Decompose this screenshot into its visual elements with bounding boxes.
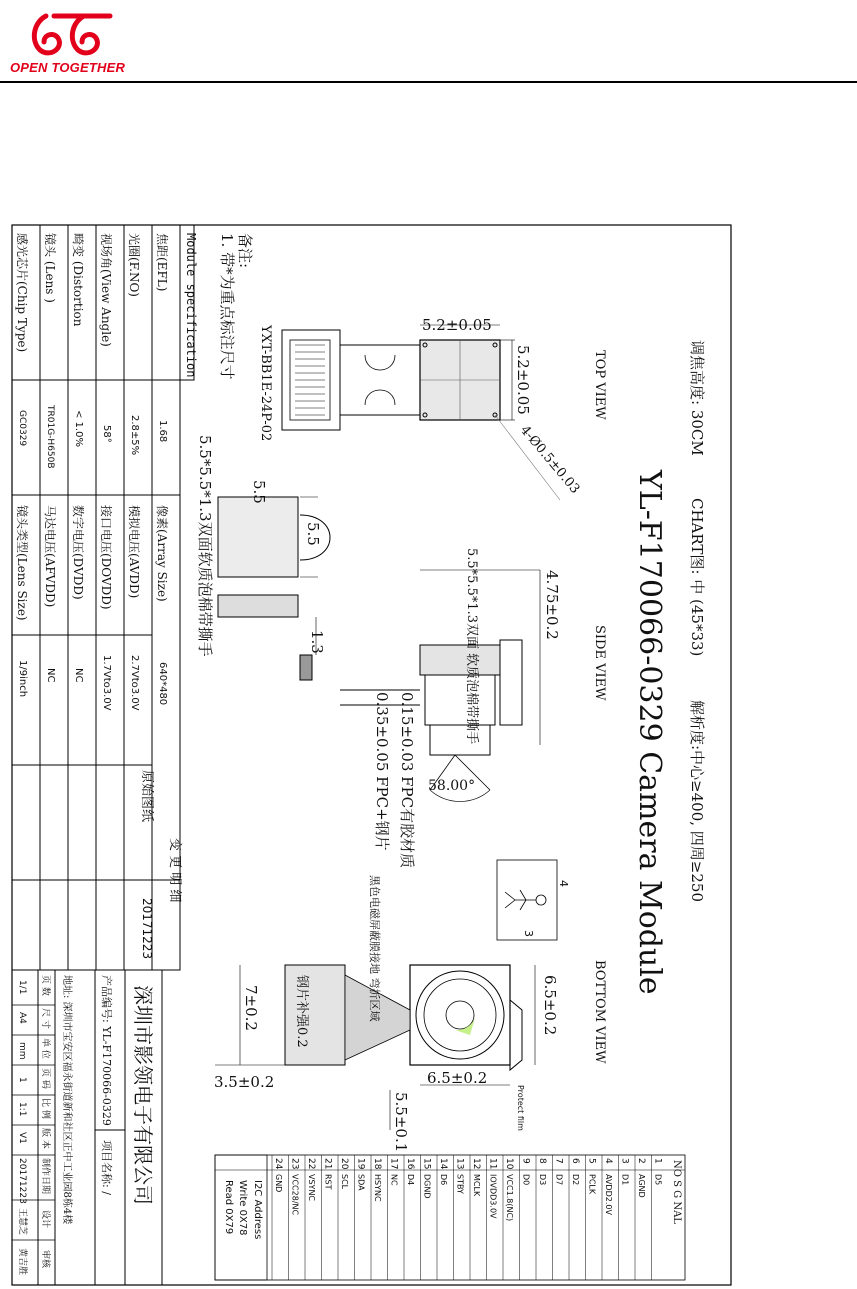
pin-no: 7 (553, 1158, 564, 1164)
pin-name: D6 (439, 1174, 448, 1186)
tb-v-design: 王慧芝 (17, 1208, 27, 1236)
spec-label2-2: 接口电压(DOVDD) (99, 505, 113, 610)
dim-foam-t: 1.3 (308, 630, 326, 654)
dim-fpc2: 0.35±0.05 FPC+钢片 (373, 692, 391, 851)
pin-name: D1 (620, 1174, 630, 1186)
side-view-label: SIDE VIEW (592, 625, 607, 701)
pin-name: D3 (538, 1174, 547, 1186)
protect-film-label: Protect film (516, 1085, 525, 1131)
tb-h-page: 页 数 (40, 975, 50, 996)
tb-v-check: 黄吉胜 (17, 1248, 27, 1276)
pin-name: VCC28/NC (290, 1174, 300, 1216)
pin-no: 14 (438, 1158, 448, 1170)
pin-name: VSYNC (307, 1174, 316, 1202)
dim-fpc1: 0.15±0.03 FPC有胶材质 (398, 692, 416, 869)
pin-no: 12 (471, 1158, 481, 1170)
dim-bottom-height: 6.5±0.2 (541, 975, 559, 1036)
company-name: 深圳市影领电子有限公司 (131, 985, 155, 1205)
tb-v-page: 1/1 (17, 980, 27, 995)
sheet-border (12, 225, 731, 1285)
pin-no: 11 (487, 1158, 498, 1170)
dim-side-height: 4.75±0.2 (543, 570, 561, 640)
pin-no: 9 (520, 1158, 531, 1164)
spec-value2-2: 1.7Vto3.0V (101, 655, 112, 711)
i2c-read: Read 0X79 (223, 1180, 234, 1235)
pin-no: 24 (273, 1158, 283, 1170)
pin-no: 2 (636, 1158, 646, 1164)
pin-name: VCC1.8(NC) (505, 1174, 514, 1222)
spec-value2-3: NC (73, 668, 84, 683)
pin-no: 13 (454, 1158, 465, 1170)
dim-holes: 4-Ø0.5±0.03 (516, 422, 583, 497)
tb-v-date: 20171223 (17, 1158, 27, 1204)
tb-h-size: 尺 寸 (40, 1008, 50, 1029)
spec-label-4: 镜头 (Lens ) (43, 233, 57, 303)
bend-note: 黑色电磁屏蔽膜接地 弯折区域 (368, 875, 381, 1022)
tb-v-scale: 1:1 (17, 1102, 27, 1117)
foam-note: 5.5*5.5*1.3双面软质泡棉带撕手 (196, 435, 214, 657)
pin-name: AVDD2.0V (604, 1174, 613, 1215)
tb-h-design: 设计 (40, 1210, 50, 1229)
top-view-label: TOP VIEW (592, 350, 607, 420)
pin-rows (272, 1155, 663, 1280)
pin-no: 15 (421, 1158, 432, 1170)
spec-value2-0: 640*480 (157, 662, 168, 706)
pin-no: 6 (570, 1158, 580, 1164)
tb-h-check: 审核 (40, 1250, 50, 1269)
pin-no: 22 (306, 1158, 316, 1170)
connector-label: YXT-BB1E-24P-02 (258, 325, 273, 442)
tb-v-version: V1 (17, 1132, 27, 1144)
tb-h-unit: 单 位 (40, 1038, 50, 1059)
pin-name: DGND (422, 1174, 432, 1199)
dim-bottom-width: 6.5±0.2 (427, 1069, 488, 1087)
spec-label-1: 光圈(F.NO) (127, 233, 141, 297)
pin-name: D7 (554, 1174, 564, 1186)
pin-name: SDA (356, 1174, 366, 1191)
spec-label2-1: 模拟电压(AVDD) (127, 505, 141, 599)
spec-label-0: 焦距(EFL) (155, 233, 169, 292)
spec-label-3: 畸变 (Distortion (71, 233, 85, 327)
spec-value2-1: 2.7Vto3.0V (129, 655, 140, 711)
dim-top-height: 5.2±0.05 (514, 345, 532, 415)
pin-name: D0 (521, 1174, 531, 1186)
changes-title: 变 更 明 细 (167, 838, 182, 903)
pin-name: D5 (653, 1174, 663, 1186)
spec-label2-4: 马达电压(AFVDD) (43, 505, 57, 608)
pin-no: 1 (652, 1158, 663, 1164)
spec-value-0: 1.68 (157, 420, 168, 443)
pin-name: HSYNC (373, 1174, 382, 1202)
pin-name: GND (274, 1174, 283, 1193)
pin-no: 3 (619, 1158, 630, 1164)
pin-no: 5 (586, 1158, 597, 1164)
dim-foam-h: 5.5 (304, 522, 322, 546)
remarks-line1: 1. 带*为重点标注尺寸 (218, 233, 236, 380)
pin-name: SCL (340, 1174, 349, 1190)
tb-v-unit: mm (17, 1042, 27, 1060)
spec-value2-4: NC (45, 668, 56, 683)
tb-v-size: A4 (17, 1012, 27, 1024)
product-no: 产品编号: YL-F170066-0329 (100, 975, 113, 1126)
dim-angle: 58.00° (428, 778, 476, 794)
pin-no: 18 (372, 1158, 382, 1170)
pin-name: MCLK (472, 1174, 481, 1197)
spec-value2-5: 1/9inch (17, 660, 28, 698)
pin-no: 16 (405, 1158, 415, 1170)
orientation-figure (497, 860, 557, 940)
pin-no: 4 (603, 1158, 613, 1164)
pin-name: D2 (571, 1174, 580, 1186)
tb-h-version: 版 本 (40, 1128, 50, 1149)
side-view-drawing (300, 570, 540, 801)
dim-foam-w: 5.5 (250, 480, 268, 504)
spec-label2-5: 镜头类型(Lens Size) (15, 505, 29, 621)
model-title: YL-F170066-0329 Camera Module (632, 470, 667, 995)
focus-text: 调焦高度: 30CM (688, 340, 706, 456)
pin-no: 23 (289, 1158, 300, 1170)
mark-4: 4 (557, 880, 570, 887)
dim-tail-width: 3.5±0.2 (214, 1073, 275, 1091)
i2c-title: I2C Address (252, 1180, 263, 1240)
dim-top-width: 5.2±0.05 (422, 316, 492, 334)
spec-value-4: TR01G-H650B (45, 405, 55, 469)
spec-label2-3: 数字电压(DVDD) (71, 505, 85, 600)
i2c-write: Write 0X78 (237, 1180, 248, 1236)
project-name: 项目名称: / (100, 1140, 113, 1195)
tb-v-pageno: 1 (17, 1077, 27, 1083)
spec-value-2: 58° (101, 425, 112, 443)
changes-row1: 原始图纸 (139, 770, 154, 823)
pin-name: PCLK (587, 1174, 597, 1195)
pin-no: 19 (355, 1158, 366, 1170)
remarks-title: 备注: (236, 233, 254, 269)
pin-table (215, 1155, 685, 1280)
pin-no: 21 (322, 1158, 333, 1170)
spec-title: Module specification (184, 233, 198, 378)
spec-label-5: 感光芯片(Chip Type) (15, 233, 29, 353)
chart-text: CHART图: 中 (45*33) (688, 498, 706, 657)
pin-name: RST (323, 1174, 333, 1190)
changes-date1: 20171223 (140, 898, 154, 960)
pin-name: STBY (455, 1174, 465, 1194)
pin-no: 20 (339, 1158, 349, 1170)
spec-label2-0: 像素(Array Size) (155, 505, 169, 602)
pin-name: D4 (406, 1174, 415, 1186)
bottom-view-label: BOTTOM VIEW (592, 960, 607, 1064)
dim-tail-position: 5.5±0.1 (392, 1092, 410, 1153)
spec-value-1: 2.8±5% (129, 415, 140, 456)
pin-name: IOVDD3.0V (488, 1174, 498, 1219)
spec-value-3: < 1.0% (73, 410, 84, 447)
pin-no: 17 (388, 1158, 399, 1170)
pin-no: 8 (537, 1158, 547, 1164)
pin-no: 10 (504, 1158, 514, 1170)
tb-h-pageno: 页 码 (40, 1068, 50, 1089)
pin-name: NC (389, 1174, 399, 1186)
dim-tail-length: 7±0.2 (242, 985, 260, 1031)
spec-value-5: GC0329 (17, 410, 27, 447)
pin-name: AGND (637, 1174, 646, 1198)
resolution-text: 解析度:中心≥400, 四周≥250 (688, 700, 706, 902)
mark-3: 3 (522, 930, 535, 937)
stiffener-label: 钢片补强0.2 (294, 975, 309, 1048)
spec-label-2: 视场角(View Angle) (99, 233, 113, 347)
pin-header: NO S G NAL (671, 1160, 682, 1224)
tb-h-scale: 比 例 (40, 1098, 50, 1119)
brand-text: OPEN TOGETHER (10, 60, 126, 75)
tb-h-date: 制作日期 (40, 1158, 50, 1195)
side-note: 5.5*5.5*1.3双面 软质泡棉带撕手 (464, 548, 479, 745)
address: 地址: 深圳市宝安区福永街道新和社区正中工业园8栋4楼 (61, 975, 72, 1225)
